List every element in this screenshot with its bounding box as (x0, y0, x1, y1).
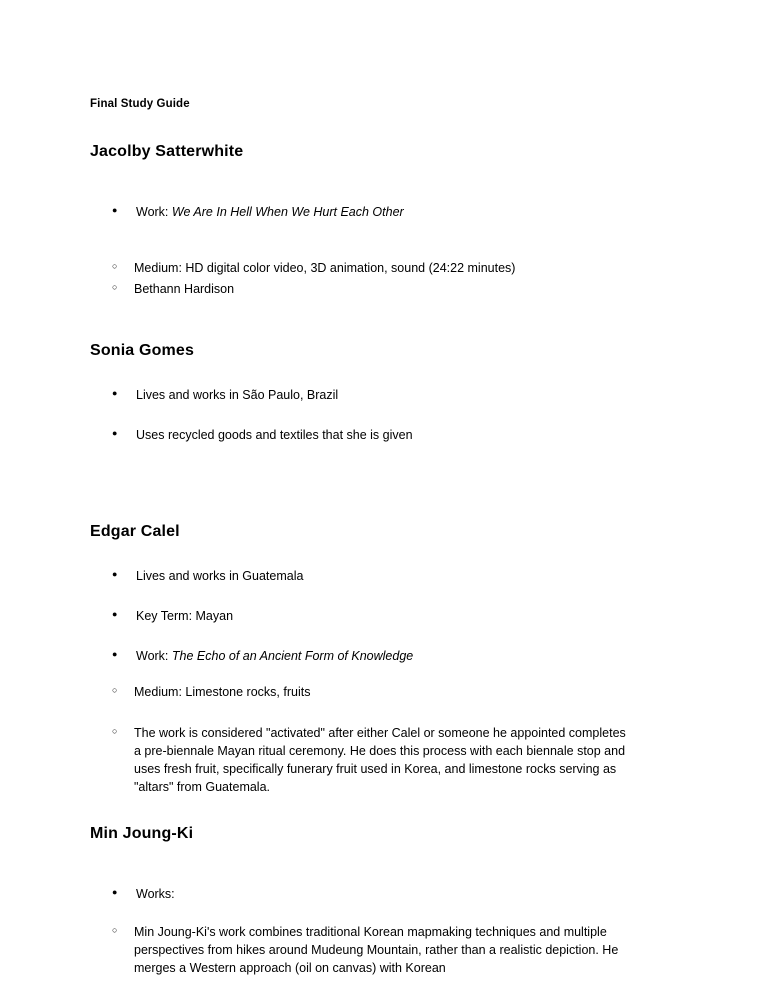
section-heading-sonia-gomes: Sonia Gomes (90, 342, 195, 360)
bullet-italic-text: We Are In Hell When We Hurt Each Other (171, 204, 404, 219)
bullet-label: Work: (136, 204, 172, 219)
section-heading-edgar-calel: Edgar Calel (90, 523, 180, 541)
list-item (90, 647, 678, 665)
bullet-list-min-joung-ki (90, 885, 678, 903)
spacer (90, 458, 678, 498)
list-item: ○ Bethann Hardison (90, 280, 678, 298)
bullet-label: Work: (136, 649, 172, 664)
sub-bullet-list-min-joung-ki (90, 923, 678, 977)
document-title: Final Study Guide (90, 98, 190, 110)
list-item: ● Lives and works in São Paulo, Brazil (90, 386, 678, 404)
sub-bullet-list-edgar-calel (90, 683, 678, 796)
list-item: ● Key Term: Mayan (90, 607, 678, 625)
spacer (90, 498, 678, 522)
list-item: ○ Medium: Limestone rocks, fruits (90, 683, 678, 701)
section-heading-min-joung-ki: Min Joung-Ki (90, 825, 194, 843)
section-heading-jacolby-satterwhite: Jacolby Satterwhite (90, 143, 244, 161)
spacer (90, 810, 678, 824)
bullet-list-edgar-calel (90, 567, 678, 665)
list-item: ● Works: (90, 885, 678, 903)
list-item: ● Lives and works in Guatemala (90, 567, 678, 585)
spacer (90, 543, 678, 567)
spacer (90, 163, 678, 203)
list-item: ○ The work is considered "activated" after either Calel or someone he appointed completes a pre-biennale Mayan ritual ceremony. He does this process with each biennale stop and uses fresh fruit, specifically funerary fruit used in Korea, and limestone rocks serving as "altars" from Guatemala. (90, 724, 634, 797)
spacer (90, 845, 678, 885)
bullet-list-sonia-gomes (90, 386, 678, 444)
spacer (90, 362, 678, 386)
list-item (90, 203, 678, 221)
spacer (90, 301, 678, 341)
sub-bullet-list-jacolby-satterwhite (90, 259, 678, 298)
list-item: ○ Min Joung-Ki's work combines traditional Korean mapmaking techniques and multiple perspectives from hikes around Mudeung Mountain, rather than a realistic depiction. He merges a Western approach (oil on canvas) with Korean (90, 923, 634, 977)
bullet-italic-text: The Echo of an Ancient Form of Knowledge (171, 649, 414, 664)
bullet-list-jacolby-satterwhite (90, 203, 678, 221)
spacer (90, 235, 678, 259)
list-item: ○ Medium: HD digital color video, 3D animation, sound (24:22 minutes) (90, 259, 678, 277)
list-item: ● Uses recycled goods and textiles that she is given (90, 426, 678, 444)
